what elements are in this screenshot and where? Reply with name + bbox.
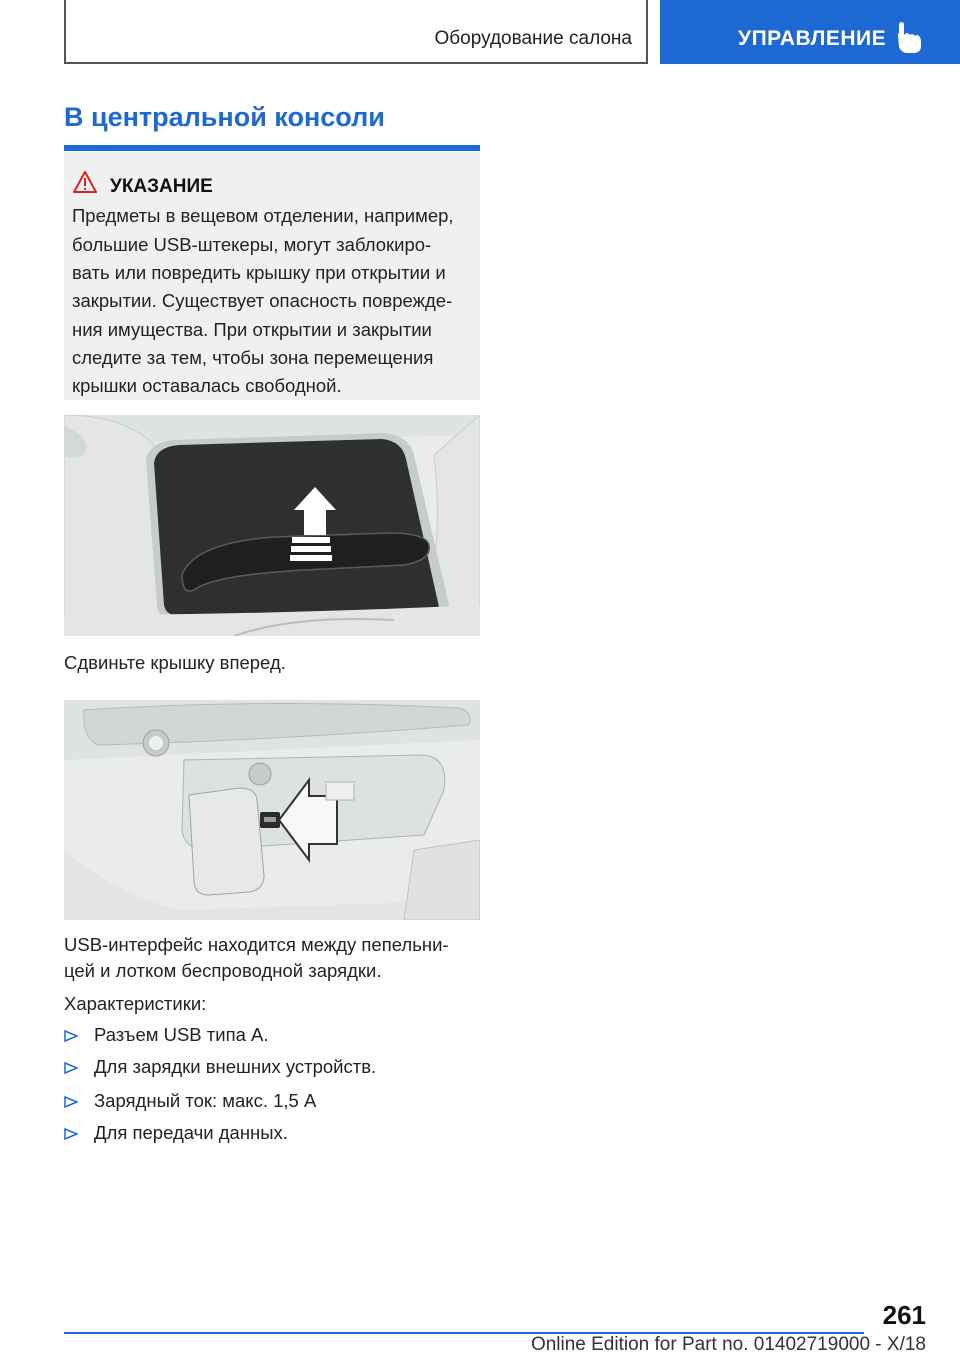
footer-edition: Online Edition for Part no. 01402719000 - X/18 xyxy=(530,1334,926,1355)
warning-line: следите за тем, чтобы зона перемещения xyxy=(72,347,434,368)
list-item-text: Для передачи данных. xyxy=(94,1122,288,1143)
warning-line: крышки оставалась свободной. xyxy=(72,375,342,396)
page-title: В центральной консоли xyxy=(64,102,385,132)
page-number: 261 xyxy=(882,1300,926,1330)
list-item-text: Для зарядки внешних устройств. xyxy=(94,1056,377,1077)
usb-port-illustration xyxy=(64,700,480,920)
triangle-bullet-icon xyxy=(64,1096,78,1108)
list-item-text: Зарядный ток: макс. 1,5 A xyxy=(94,1090,317,1111)
list-item-text: Разъем USB типа A. xyxy=(94,1024,269,1045)
warning-line: ния имущества. При открытии и закрытии xyxy=(72,319,432,340)
header-section-title: Оборудование салона xyxy=(434,28,632,49)
warning-triangle-icon xyxy=(73,171,97,193)
warning-line: закрытии. Существует опасность поврежде- xyxy=(72,290,453,311)
warning-line: вать или повредить крышку при открытии и xyxy=(72,262,446,283)
warning-line: Предметы в вещевом отделении, например, xyxy=(72,205,454,226)
pointing-hand-icon xyxy=(895,22,923,54)
header-chapter-tab xyxy=(660,0,960,64)
warning-title: УКАЗАНИЕ xyxy=(110,176,213,197)
triangle-bullet-icon xyxy=(64,1030,78,1042)
usb-description-line: цей и лотком беспроводной зарядки. xyxy=(64,960,382,981)
triangle-bullet-icon xyxy=(64,1128,78,1140)
warning-box xyxy=(64,151,480,400)
caption-slide-cover: Сдвиньте крышку вперед. xyxy=(64,652,286,673)
console-cover-illustration xyxy=(64,415,480,636)
triangle-bullet-icon xyxy=(64,1062,78,1074)
header-chapter-title: УПРАВЛЕНИЕ xyxy=(738,27,887,50)
usb-description-line: USB-интерфейс находится между пепельни- xyxy=(64,934,449,955)
warning-line: большие USB-штекеры, могут заблокиро- xyxy=(72,234,432,255)
header-section-box xyxy=(64,0,648,64)
features-label: Характеристики: xyxy=(64,993,207,1014)
